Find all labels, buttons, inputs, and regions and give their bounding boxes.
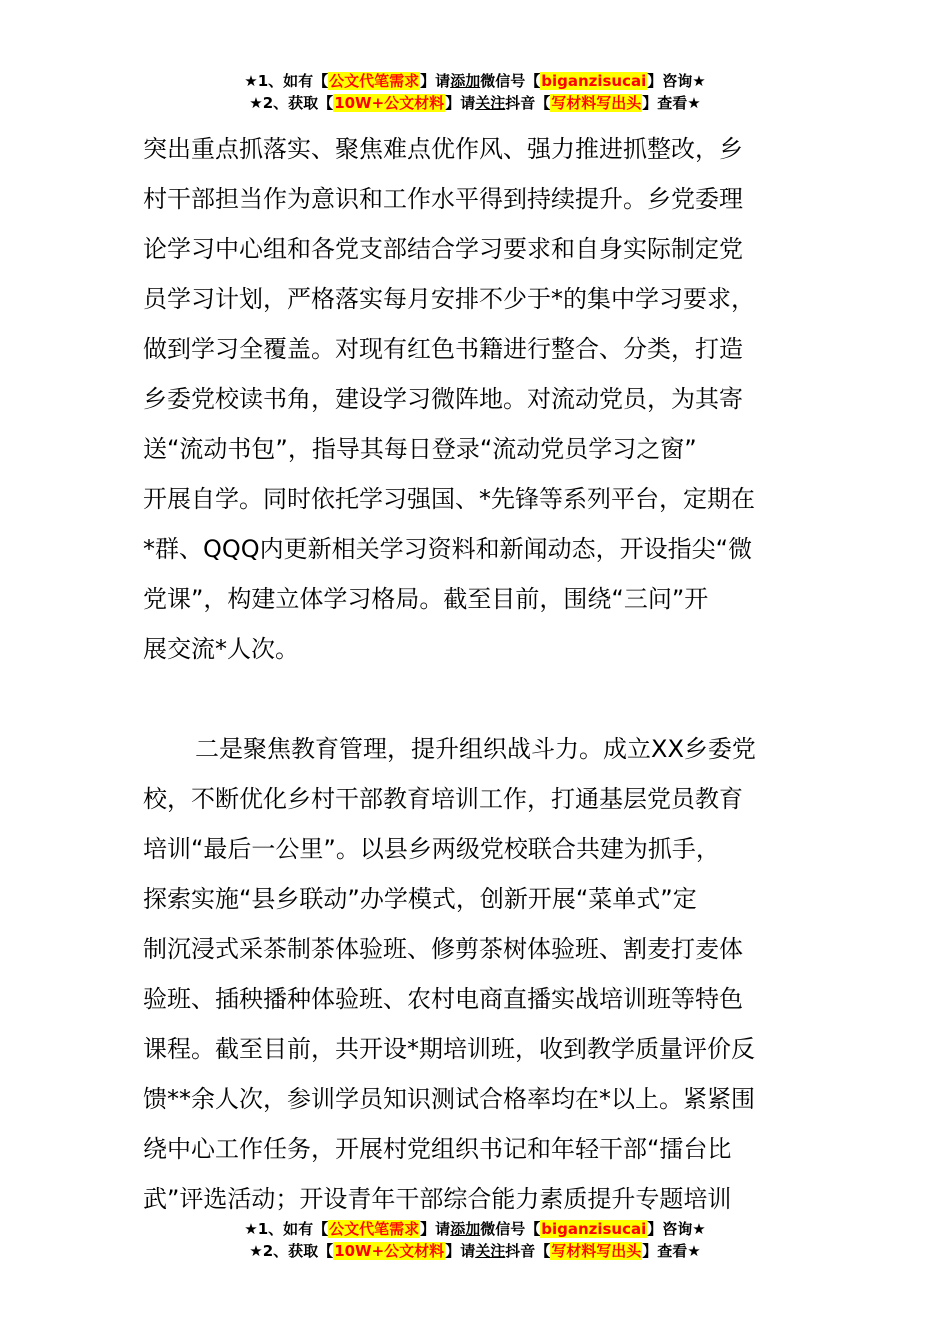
banner-text: 微信号【 bbox=[480, 72, 541, 90]
highlight-wechat-id: biganzisucai bbox=[541, 72, 647, 90]
text-line: 做到学习全覆盖。对现有红色书籍进行整合、分类，打造 bbox=[143, 335, 743, 363]
highlight-materials: 10W+公文材料 bbox=[334, 94, 445, 112]
text-line: 探索实施“县乡联动”办学模式，创新开展“菜单式”定 bbox=[143, 885, 697, 913]
text-line: 论学习中心组和各党支部结合学习要求和自身实际制定党 bbox=[143, 235, 743, 263]
paragraph-gap bbox=[143, 674, 813, 724]
text-line: 展交流*人次。 bbox=[143, 635, 299, 663]
underlined-text: 添加 bbox=[450, 1220, 481, 1238]
text-line: 二是聚焦教育管理，提升组织战斗力。成立XX乡委党 bbox=[195, 735, 756, 763]
banner-text: 抖音【 bbox=[505, 94, 551, 112]
top-banner bbox=[0, 70, 950, 114]
banner-text: 】请 bbox=[420, 72, 451, 90]
banner-text: ★2、获取【 bbox=[249, 94, 334, 112]
banner-line-1 bbox=[0, 70, 950, 92]
underlined-text: 添加 bbox=[450, 72, 481, 90]
text-line: 党课”，构建立体学习格局。截至目前，围绕“三问”开 bbox=[143, 585, 709, 613]
paragraph-1 bbox=[143, 124, 813, 674]
text-line: 武”评选活动；开设青年干部综合能力素质提升专题培训 bbox=[143, 1185, 732, 1213]
text-line: 员学习计划，严格落实每月安排不少于*的集中学习要求， bbox=[143, 285, 755, 313]
text-line: 村干部担当作为意识和工作水平得到持续提升。乡党委理 bbox=[143, 185, 743, 213]
text-line: 乡委党校读书角，建设学习微阵地。对流动党员，为其寄 bbox=[143, 385, 743, 413]
banner-text: 】请 bbox=[445, 1242, 476, 1260]
text-line: 校，不断优化乡村干部教育培训工作，打通基层党员教育 bbox=[143, 785, 743, 813]
text-line: 培训“最后一公里”。以县乡两级党校联合共建为抓手， bbox=[143, 835, 720, 863]
text-line: 馈**余人次，参训学员知识测试合格率均在*以上。紧紧围 bbox=[143, 1085, 755, 1113]
banner-line-2 bbox=[0, 1240, 950, 1262]
text-line: 验班、插秧播种体验班、农村电商直播实战培训班等特色 bbox=[143, 985, 743, 1013]
highlight-wechat-id: biganzisucai bbox=[541, 1220, 647, 1238]
banner-text: ★2、获取【 bbox=[249, 1242, 334, 1260]
banner-line-2 bbox=[0, 92, 950, 114]
bottom-banner bbox=[0, 1218, 950, 1262]
text-line: 突出重点抓落实、聚焦难点优作风、强力推进抓整改，乡 bbox=[143, 135, 743, 163]
banner-text: 】咨询★ bbox=[647, 72, 706, 90]
text-line: 开展自学。同时依托学习强国、*先锋等系列平台，定期在 bbox=[143, 485, 755, 513]
text-line: *群、QQQ内更新相关学习资料和新闻动态，开设指尖“微 bbox=[143, 535, 753, 563]
banner-text: 】请 bbox=[445, 94, 476, 112]
banner-text: ★1、如有【 bbox=[244, 72, 329, 90]
banner-text: 】请 bbox=[420, 1220, 451, 1238]
underlined-text: 关注 bbox=[475, 1242, 506, 1260]
document-body bbox=[143, 124, 813, 1224]
underlined-text: 关注 bbox=[475, 94, 506, 112]
highlight-service: 公文代笔需求 bbox=[329, 72, 420, 90]
highlight-douyin: 写材料写出头 bbox=[551, 1242, 642, 1260]
banner-text: ★1、如有【 bbox=[244, 1220, 329, 1238]
highlight-materials: 10W+公文材料 bbox=[334, 1242, 445, 1260]
highlight-service: 公文代笔需求 bbox=[329, 1220, 420, 1238]
text-line: 绕中心工作任务，开展村党组织书记和年轻干部“擂台比 bbox=[143, 1135, 732, 1163]
banner-line-1 bbox=[0, 1218, 950, 1240]
banner-text: 】查看★ bbox=[642, 94, 701, 112]
text-line: 制沉浸式采茶制茶体验班、修剪茶树体验班、割麦打麦体 bbox=[143, 935, 743, 963]
banner-text: 】查看★ bbox=[642, 1242, 701, 1260]
text-line: 送“流动书包”，指导其每日登录“流动党员学习之窗” bbox=[143, 435, 697, 463]
text-line: 课程。截至目前，共开设*期培训班，收到教学质量评价反 bbox=[143, 1035, 755, 1063]
paragraph-2 bbox=[143, 724, 813, 1224]
banner-text: 微信号【 bbox=[480, 1220, 541, 1238]
banner-text: 】咨询★ bbox=[647, 1220, 706, 1238]
highlight-douyin: 写材料写出头 bbox=[551, 94, 642, 112]
banner-text: 抖音【 bbox=[505, 1242, 551, 1260]
